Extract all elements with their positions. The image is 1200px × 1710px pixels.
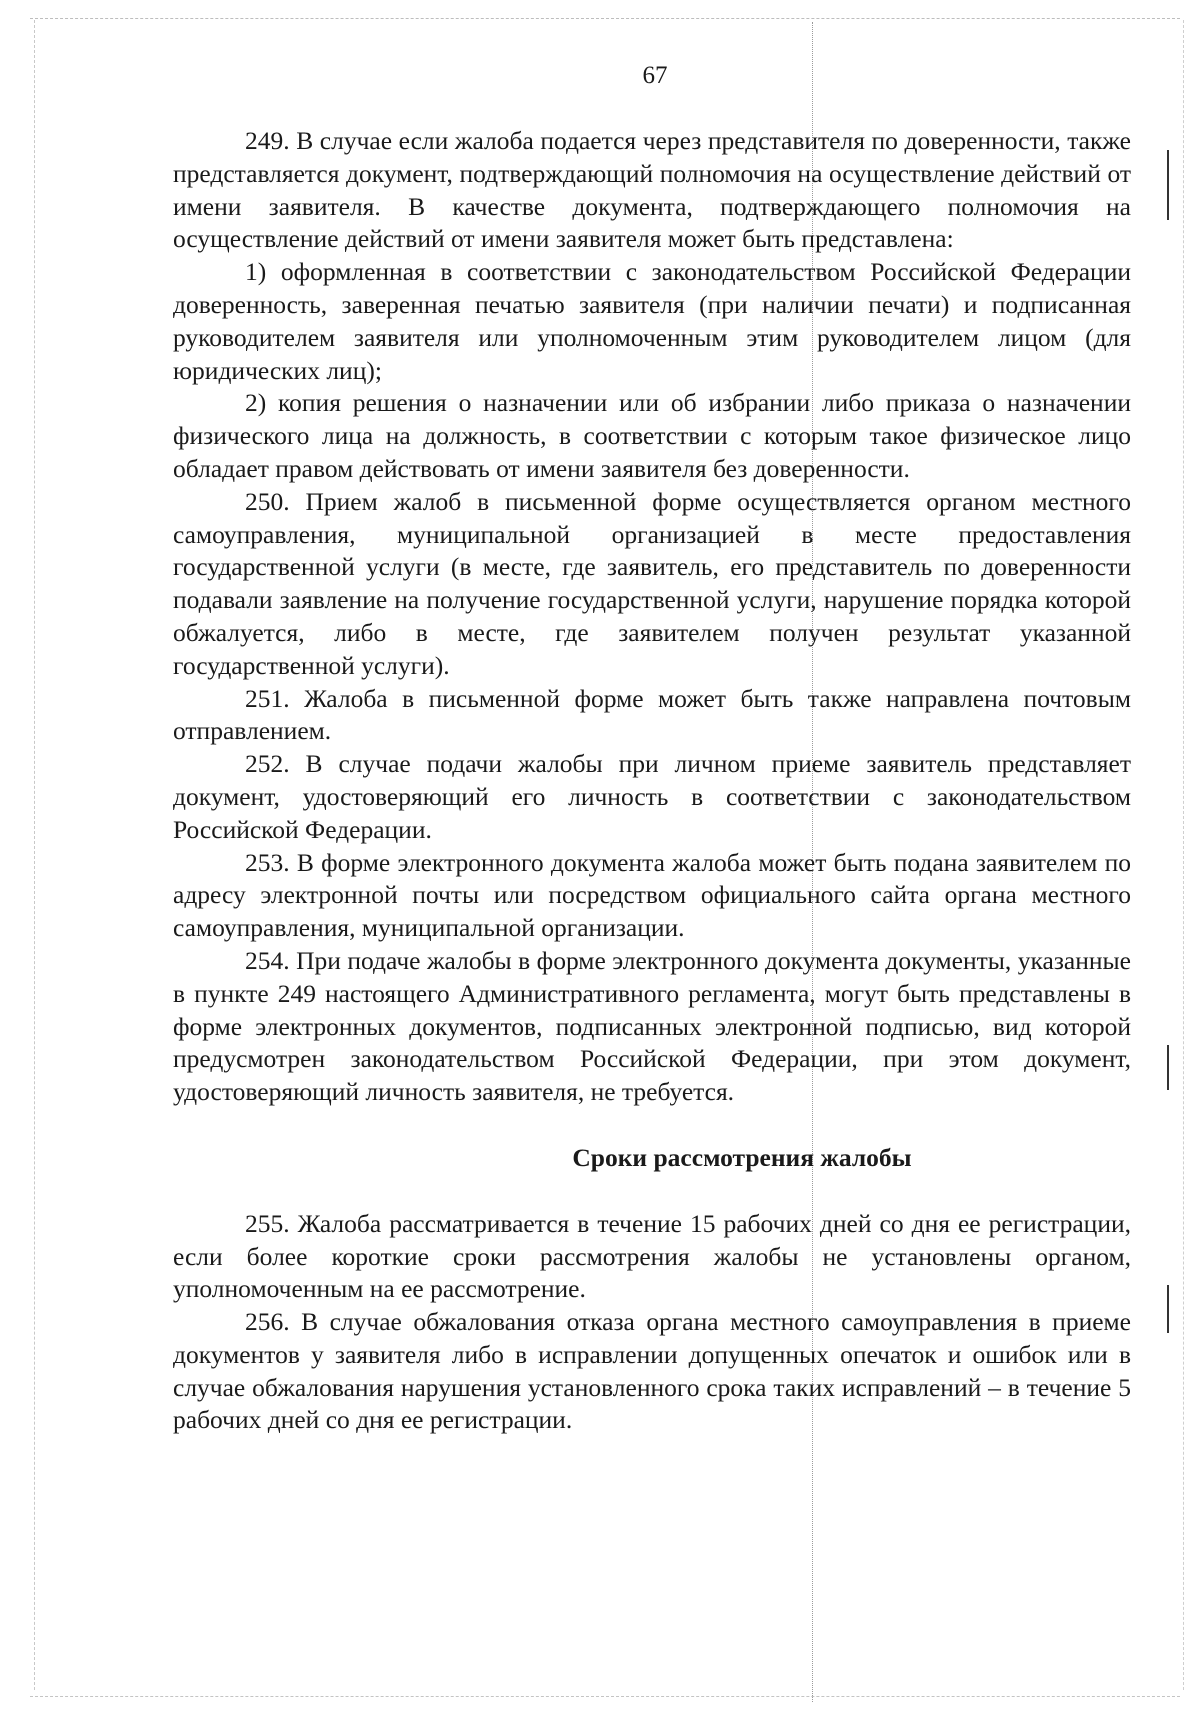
scan-mark bbox=[1167, 150, 1169, 220]
list-item-1: 1) оформленная в соответствии с законодательством Российской Федерации доверенность, заверенная печатью заявителя (при наличии печати) и подписанная руководителем заявителя или уполномоченным этим руководителем лицом (для юридических лиц); bbox=[173, 257, 1131, 385]
scan-edge-bottom bbox=[30, 1696, 1180, 1697]
paragraph-256: 256. В случае обжалования отказа органа местного самоуправления в приеме документов у заявителя либо в исправлении допущенных опечаток и ошибок или в случае обжалования нарушения установленного срока таких исправлений – в течение 5 рабочих дней со дня ее регистрации. bbox=[173, 1307, 1131, 1435]
section-heading: Сроки рассмотрения жалобы bbox=[572, 1142, 912, 1172]
list-item-2: 2) копия решения о назначении или об избрании либо приказа о назначении физического лица на должность, в соответствии с которым такое физическое лицо обладает правом действовать от имени заявителя без доверенности. bbox=[173, 388, 1131, 483]
scan-edge-right bbox=[1183, 20, 1184, 1690]
scan-mark bbox=[1167, 1045, 1169, 1090]
paragraph-252: 252. В случае подачи жалобы при личном приеме заявитель представляет документ, удостоверяющий его личность в соответствии с законодательством Российской Федерации. bbox=[173, 749, 1131, 844]
paragraph-255: 255. Жалоба рассматривается в течение 15 рабочих дней со дня ее регистрации, если более короткие сроки рассмотрения жалобы не установлены органом, уполномоченным на ее рассмотрение. bbox=[173, 1208, 1131, 1304]
paragraph-251: 251. Жалоба в письменной форме может быть также направлена почтовым отправлением. bbox=[173, 683, 1131, 746]
scan-edge-top bbox=[30, 18, 1180, 19]
document-body bbox=[173, 125, 1131, 1437]
scan-mark bbox=[1167, 1285, 1169, 1333]
paragraph-253: 253. В форме электронного документа жалоба может быть подана заявителем по адресу электронной почты или посредством официального сайта органа местного самоуправления, муниципальной организации. bbox=[173, 847, 1131, 943]
paragraph-249: 249. В случае если жалоба подается через представителя по доверенности, также представляется документ, подтверждающий полномочия на осуществление действий от имени заявителя. В качестве документа, подтверждающего полномочия на осуществление действий от имени заявителя может быть представлена: bbox=[173, 126, 1131, 254]
paragraph-254: 254. При подаче жалобы в форме электронного документа документы, указанные в пункте 249 настоящего Административного регламента, могут быть представлены в форме электронных документов, подписанных электронной подписью, вид которой предусмотрен законодательством Российской Федерации, при этом документ, удостоверяющий личность заявителя, не требуется. bbox=[173, 945, 1131, 1107]
page-number: 67 bbox=[642, 62, 668, 89]
paragraph-250: 250. Прием жалоб в письменной форме осуществляется органом местного самоуправления, муниципальной организацией в месте предоставления государственной услуги (в месте, где заявитель, его представитель по доверенности подавали заявление на получение государственной услуги, нарушение порядка которой обжалуется, либо в месте, где заявителем получен результат указанной государственной услуги). bbox=[173, 486, 1131, 680]
scan-edge-left bbox=[34, 20, 35, 1690]
